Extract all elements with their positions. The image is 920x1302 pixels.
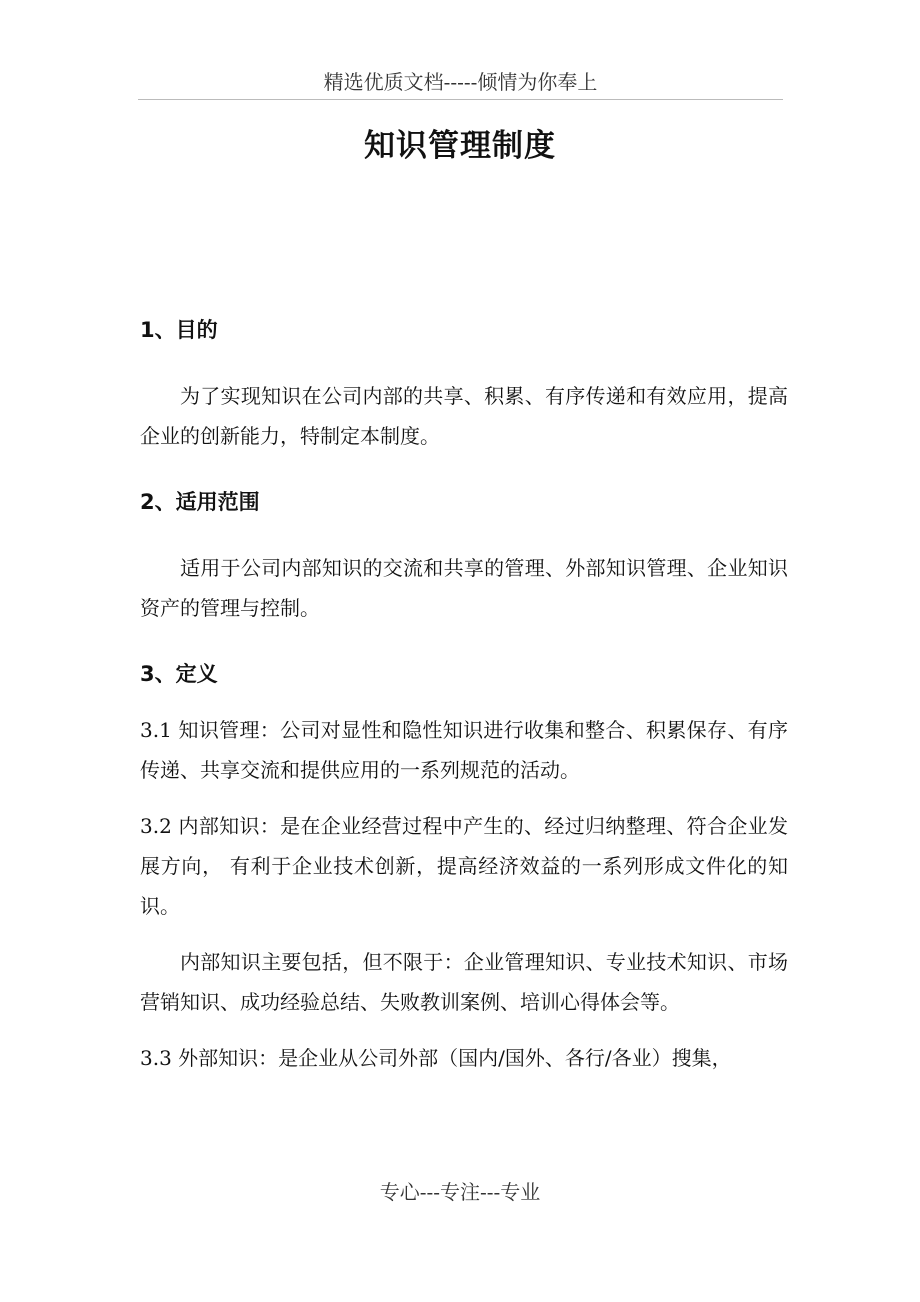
section-heading-definitions: 3、定义 (140, 662, 218, 686)
page-header: 精选优质文档-----倾情为你奉上 (323, 70, 598, 94)
page-footer: 专心---专注---专业 (379, 1180, 541, 1204)
definition-3-3: 3.3 外部知识：是企业从公司外部（国内/国外、各行/各业）搜集， (140, 1046, 732, 1070)
definition-3-1: 3.1 知识管理：公司对显性和隐性知识进行收集和整合、积累保存、有序传递、共享交流和提供应用的一系列规范的活动。 (140, 718, 788, 782)
section-paragraph-purpose: 为了实现知识在公司内部的共享、积累、有序传递和有效应用，提高企业的创新能力，特制定本制度。 (140, 384, 788, 448)
document-body (140, 310, 788, 1078)
definition-3-2: 3.2 内部知识：是在企业经营过程中产生的、经过归纳整理、符合企业发展方向， 有利于企业技术创新，提高经济效益的一系列形成文件化的知识。 (140, 814, 788, 918)
section-heading-scope: 2、适用范围 (140, 490, 260, 514)
header-divider (138, 99, 783, 100)
section-heading-purpose: 1、目的 (140, 318, 218, 342)
section-paragraph-scope: 适用于公司内部知识的交流和共享的管理、外部知识管理、企业知识资产的管理与控制。 (140, 556, 788, 620)
document-title: 知识管理制度 (364, 128, 556, 164)
definition-3-2-note: 内部知识主要包括，但不限于：企业管理知识、专业技术知识、市场营销知识、成功经验总结、失败教训案例、培训心得体会等。 (140, 950, 788, 1014)
